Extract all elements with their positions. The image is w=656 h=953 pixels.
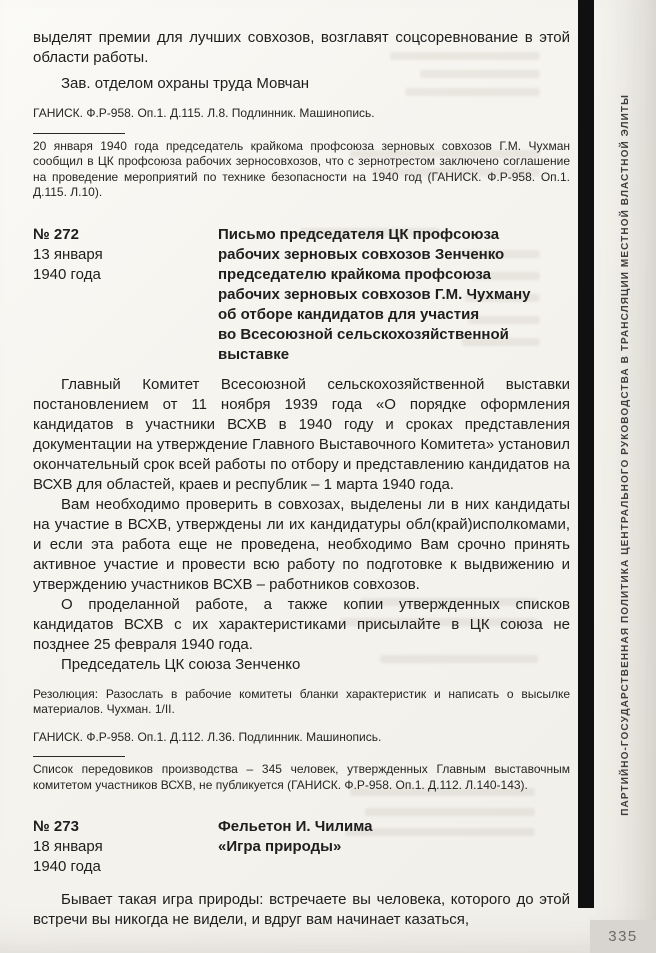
doc273-title-line: Фельетон И. Чилима [218, 818, 373, 835]
doc272-title-line: об отборе кандидатов для участия [218, 305, 480, 323]
doc272-paragraph: Вам необходимо проверить в совхозах, выделены ли в них кандидаты на участие в ВСХВ, утверждены ли их кандидатуры обл(край)исполкомами, и если эта работа еще не проведена, необходимо Вам срочно принять активное участие и провести всю работу по подготовке к выдвижению и утверждению участников ВСХВ – работников совхозов. [33, 495, 570, 593]
chapter-sidebar [594, 0, 656, 910]
chapter-title-vertical: ПАРТИЙНО-ГОСУДАРСТВЕННАЯ ПОЛИТИКА ЦЕНТРАЛЬНОГО РУКОВОДСТВА В ТРАНСЛЯЦИИ МЕСТНОЙ ВЛАСТНОЙ ЭЛИТЫ [619, 94, 631, 816]
doc273-title-line: «Игра природы» [218, 838, 342, 855]
doc272-title-line: рабочих зерновых совхозов Зенченко [218, 245, 505, 263]
doc272-title-line: во Всесоюзной сельскохозяйственной [218, 325, 509, 343]
doc272-body [33, 375, 570, 675]
doc272-footnote: Список передовиков производства – 345 человек, утвержденных Главным выставочным комитетом участников ВСХВ, не публикуется (ГАНИСК. Ф.Р-958. Оп.1. Д.112. Л.140-143). [33, 762, 570, 792]
doc272-number: № 272 [33, 225, 79, 243]
doc272-resolution: Резолюция: Разослать в рабочие комитеты бланки характеристик и написать о высылке материалов. Чухман. 1/II. [33, 686, 570, 716]
doc273-title [218, 817, 570, 877]
doc273-header [33, 817, 570, 877]
doc272-header-left [33, 225, 218, 365]
main-text-column [33, 28, 570, 930]
doc272-archive-reference: ГАНИСК. Ф.Р-958. Оп.1. Д.112. Л.36. Подлинник. Машинопись. [33, 729, 382, 744]
doc273-header-left [33, 817, 218, 877]
intro-paragraph: выделят премии для лучших совхозов, возглавят соцсоревнование в этой области работы. [33, 29, 570, 66]
doc272-date-line2: 1940 года [33, 265, 101, 283]
doc272-paragraph: Главный Комитет Всесоюзной сельскохозяйственной выставки постановлением от 11 ноября 1939 года «О порядке оформления кандидатов в участники ВСХВ в 1940 году и сроках представления документации на утверждение Главного Выставочного Комитета» установил окончательный срок всей работы по отбору и представлению кандидатов на ВСХВ для областей, краев и республик – 1 марта 1940 года. [33, 375, 570, 493]
doc272-title-line: председателю крайкома профсоюза [218, 265, 491, 283]
doc272-title-line: выставке [218, 345, 290, 363]
footnote-divider [33, 756, 125, 757]
doc273-date-line2: 1940 года [33, 858, 101, 875]
intro-signature: Зав. отделом охраны труда Мовчан [61, 75, 310, 92]
doc272-title-line: Письмо председателя ЦК профсоюза [218, 225, 500, 243]
doc273-body [33, 890, 570, 930]
doc272-date-line1: 13 января [33, 245, 103, 263]
doc272-signature: Председатель ЦК союза Зенченко [61, 655, 301, 673]
doc273-paragraph: Бывает такая игра природы: встречаете вы человека, которого до этой встречи вы никогда не видели, и вдруг вам начинает казаться, [33, 891, 570, 928]
intro-archive-reference: ГАНИСК. Ф.Р-958. Оп.1. Д.115. Л.8. Подлинник. Машинопись. [33, 106, 375, 120]
doc272-header [33, 225, 570, 365]
intro-footnote: 20 января 1940 года председатель крайкома профсоюза зерновых совхозов Г.М. Чухман сообщил в ЦК профсоюза рабочих зерносовхозов, что с зернотрестом заключено соглашение на проведение мероприятий по технике безопасности на 1940 год (ГАНИСК. Ф.Р-958. Оп.1. Д.115. Л.10). [33, 138, 570, 199]
footnote-divider [33, 133, 125, 134]
doc272-paragraph: О проделанной работе, а также копии утвержденных списков кандидатов ВСХВ с их характеристиками присылайте в ЦК союза не позднее 25 февраля 1940 года. [33, 595, 570, 653]
doc272-title [218, 225, 570, 365]
doc272-title-line: рабочих зерновых совхозов Г.М. Чухману [218, 285, 531, 303]
doc273-number: № 273 [33, 818, 79, 835]
section-divider-bar [578, 0, 594, 908]
doc273-date-line1: 18 января [33, 838, 103, 855]
page-number: 335 [590, 920, 656, 953]
